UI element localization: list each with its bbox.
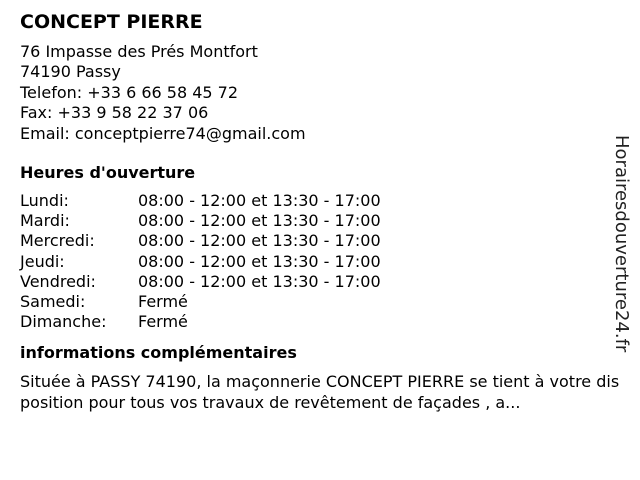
hours-day: Mardi:	[20, 211, 70, 231]
contact-block	[20, 42, 620, 144]
hours-time: Fermé	[138, 292, 188, 312]
hours-time: 08:00 - 12:00 et 13:30 - 17:00	[138, 271, 381, 291]
info-heading: informations complémentaires	[20, 343, 297, 363]
fax-number: Fax: +33 9 58 22 37 06	[20, 103, 209, 123]
hours-row-jeudi	[20, 252, 620, 272]
site-watermark: Horairesdouverture24.fr	[611, 135, 632, 353]
hours-day: Vendredi:	[20, 271, 96, 291]
address-city: 74190 Passy	[20, 62, 121, 82]
hours-time: 08:00 - 12:00 et 13:30 - 17:00	[138, 211, 381, 231]
phone-number[interactable]: Telefon: +33 6 66 58 45 72	[20, 82, 239, 102]
hours-heading: Heures d'ouverture	[20, 163, 196, 183]
hours-day: Jeudi:	[20, 251, 65, 271]
hours-day: Samedi:	[20, 292, 86, 312]
hours-table	[20, 191, 620, 332]
hours-time: 08:00 - 12:00 et 13:30 - 17:00	[138, 231, 381, 251]
hours-row-vendredi	[20, 272, 620, 292]
email-address[interactable]: Email: conceptpierre74@gmail.com	[20, 123, 306, 143]
hours-day: Dimanche:	[20, 312, 107, 332]
hours-row-mercredi	[20, 231, 620, 251]
hours-row-dimanche	[20, 312, 620, 332]
address-street: 76 Impasse des Prés Montfort	[20, 42, 258, 61]
hours-time: 08:00 - 12:00 et 13:30 - 17:00	[138, 191, 381, 211]
info-description: Située à PASSY 74190, la maçonnerie CONCEPT PIERRE se tient à votre disposition pour tous vos travaux de revêtement de façades , a...	[20, 372, 620, 412]
hours-time: 08:00 - 12:00 et 13:30 - 17:00	[138, 251, 381, 271]
hours-row-samedi	[20, 292, 620, 312]
hours-row-mardi	[20, 211, 620, 231]
hours-day: Lundi:	[20, 191, 69, 211]
business-card	[20, 10, 620, 413]
hours-row-lundi	[20, 191, 620, 211]
business-name: CONCEPT PIERRE	[20, 11, 203, 33]
hours-day: Mercredi:	[20, 231, 95, 251]
hours-time: Fermé	[138, 312, 188, 332]
